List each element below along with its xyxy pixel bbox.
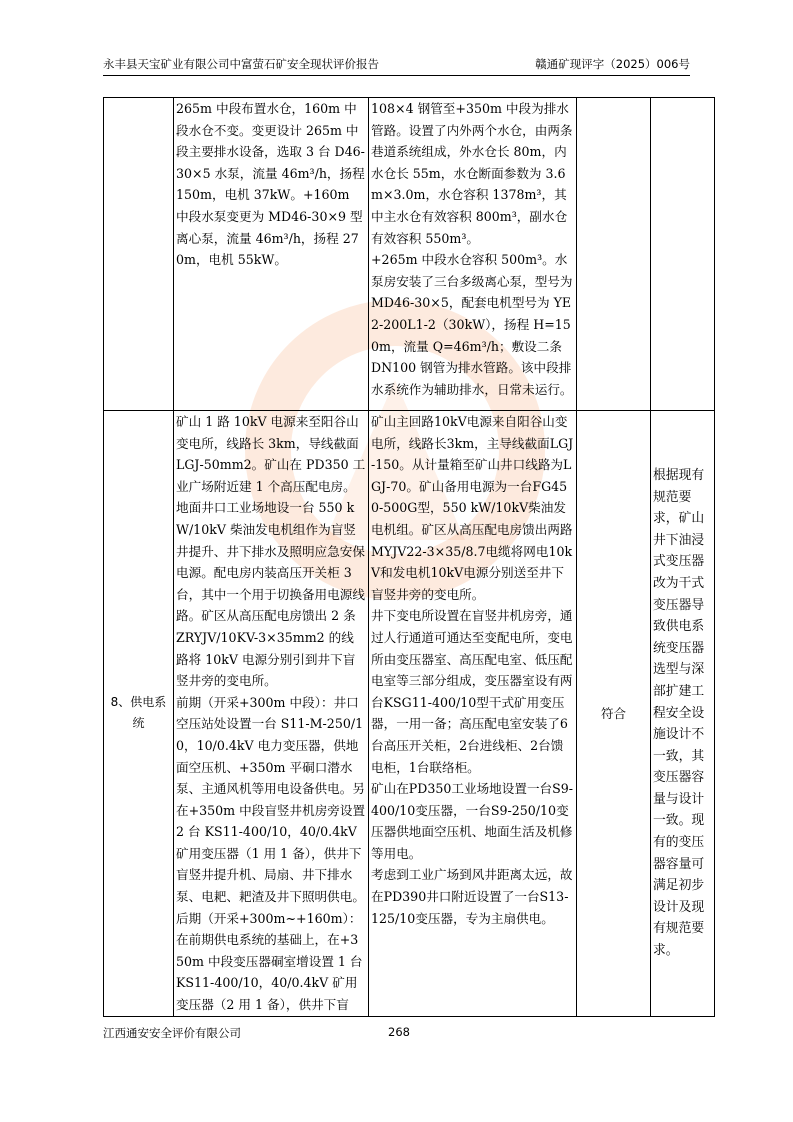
page-header bbox=[103, 56, 690, 76]
paragraph: 108×4 钢管至+350m 中段为排水管路。设置了内外两个水仓，由两条巷道系统组成，外水仓长 80m，内水仓长 55m，水仓断面参数为 3.6m×3.0m，水仓容积 1378m³，其中主水仓有效容积 800m³，副水仓有效容积 550m³。 bbox=[371, 101, 573, 246]
page-number: 268 bbox=[388, 1025, 410, 1039]
actual-cell bbox=[369, 98, 577, 411]
item-cell bbox=[104, 98, 174, 411]
conformity-cell bbox=[577, 98, 651, 411]
table-row bbox=[104, 98, 715, 411]
table-row bbox=[104, 411, 715, 1017]
paragraph: 前期（开采+300m 中段）：井口空压站处设置一台 S11-M-250/10，10/0.4kV 电力变压器，供地面空压机、+350m 平硐口潜水泵、主通风机等用电设备供电。另在+350m 中段盲竖井机房旁设置 2 台 KS11-400/10，40/0.4kV 矿用变压器（1 用 1 备），供井下盲竖井提升机、局扇、井下排水泵、电耙、耙渣及井下照明供电。 bbox=[176, 694, 370, 905]
page-footer bbox=[103, 1025, 690, 1041]
evaluation-table bbox=[103, 97, 715, 1017]
report-title: 永丰县天宝矿业有限公司中富萤石矿安全现状评价报告 bbox=[103, 57, 379, 71]
paragraph: 矿山主回路10kV电源来自阳谷山变电所，线路长3km，主导线截面LGJ-150。从计量箱至矿山井口线路为LGJ-70。矿山备用电源为一台FG450-500G型，550 kW/10kV柴油发电机组。矿区从高压配电房馈出两路MYJV22-3×35/8.7电缆将网电10kV和发电机10kV电源分别送至井下盲竖井旁的变电所。 bbox=[371, 414, 574, 602]
paragraph: 矿山在PD350工业场地设置一台S9-400/10变压器，一台S9-250/10变压器供地面空压机、地面生活及机修等用电。 bbox=[371, 781, 574, 861]
paragraph: +265m 中段水仓容积 500m³。水泵房安装了三台多级离心泵，型号为 MD46-30×5，配套电机型号为 YE2-200L1-2（30kW），扬程 H=150m，流量 Q=46m³/h；敷设二条 DN100 钢管为排水管路。该中段排水系统作为辅助排水，日常未运行。 bbox=[371, 252, 577, 397]
remark-cell: 根据现有规范要求，矿山井下油浸式变压器改为干式变压器导致供电系统变压器选型与深部扩建工程安全设施设计不一致，其变压器容量与设计一致。现有的变压器容量可满足初步设计及现有规范要求。 bbox=[651, 411, 715, 1017]
conformity-cell: 符合 bbox=[577, 411, 651, 1017]
paragraph: 后期（开采+300m~+160m）：在前期供电系统的基础上，在+350m 中段变压器硐室增设置 1 台 KS11-400/10，40/0.4kV 矿用变压器（2 用 1 备），供井下盲 bbox=[176, 910, 367, 1013]
paragraph: 265m 中段布置水仓，160m 中段水仓不变。变更设计 265m 中段主要排水设备，选取 3 台 D46-30×5 水泵，流量 46m³/h，扬程 150m，电机 37kW。+160m 中段水泵变更为 MD46-30×9 型离心泵，流量 46m³/h，扬程 270m，电机 55kW。 bbox=[176, 101, 369, 268]
remark-cell bbox=[651, 98, 715, 411]
document-number: 赣通矿现评字（2025）006号 bbox=[535, 57, 690, 71]
design-cell bbox=[174, 411, 369, 1017]
paragraph: 考虑到工业广场到风井距离太远，故在PD390井口附近设置了一台S13-125/10变压器，专为主扇供电。 bbox=[371, 867, 573, 926]
actual-cell bbox=[369, 411, 577, 1017]
item-cell: 8、供电系统 bbox=[104, 411, 174, 1017]
design-cell bbox=[174, 98, 369, 411]
paragraph: 矿山 1 路 10kV 电源来至阳谷山变电所，线路长 3km，导线截面 LGJ-50mm2。矿山在 PD350 工业广场附近建 1 个高压配电房。地面井口工业场地设一台 550 kW/10kV 柴油发电机组作为盲竖井提升、井下排水及照明应急安保电源。配电房内装高压开关柜 3 台，其中一个用于切换备用电源线路。矿区从高压配电房馈出 2 条 ZRYJV/10KV-3×35mm2 的线路将 10kV 电源分别引到井下盲竖井旁的变电所。 bbox=[176, 414, 366, 689]
footer-company: 江西通安安全评价有限公司 bbox=[103, 1026, 241, 1040]
paragraph: 井下变电所设置在盲竖井机房旁，通过人行通道可通达至变配电所，变电所由变压器室、高压配电室、低压配电室等三部分组成，变压器室设有两台KSG11-400/10型干式矿用变压器，一用一备；高压配电室安装了6台高压开关柜，2台进线柜、2台馈电柜，1台联络柜。 bbox=[371, 608, 573, 775]
